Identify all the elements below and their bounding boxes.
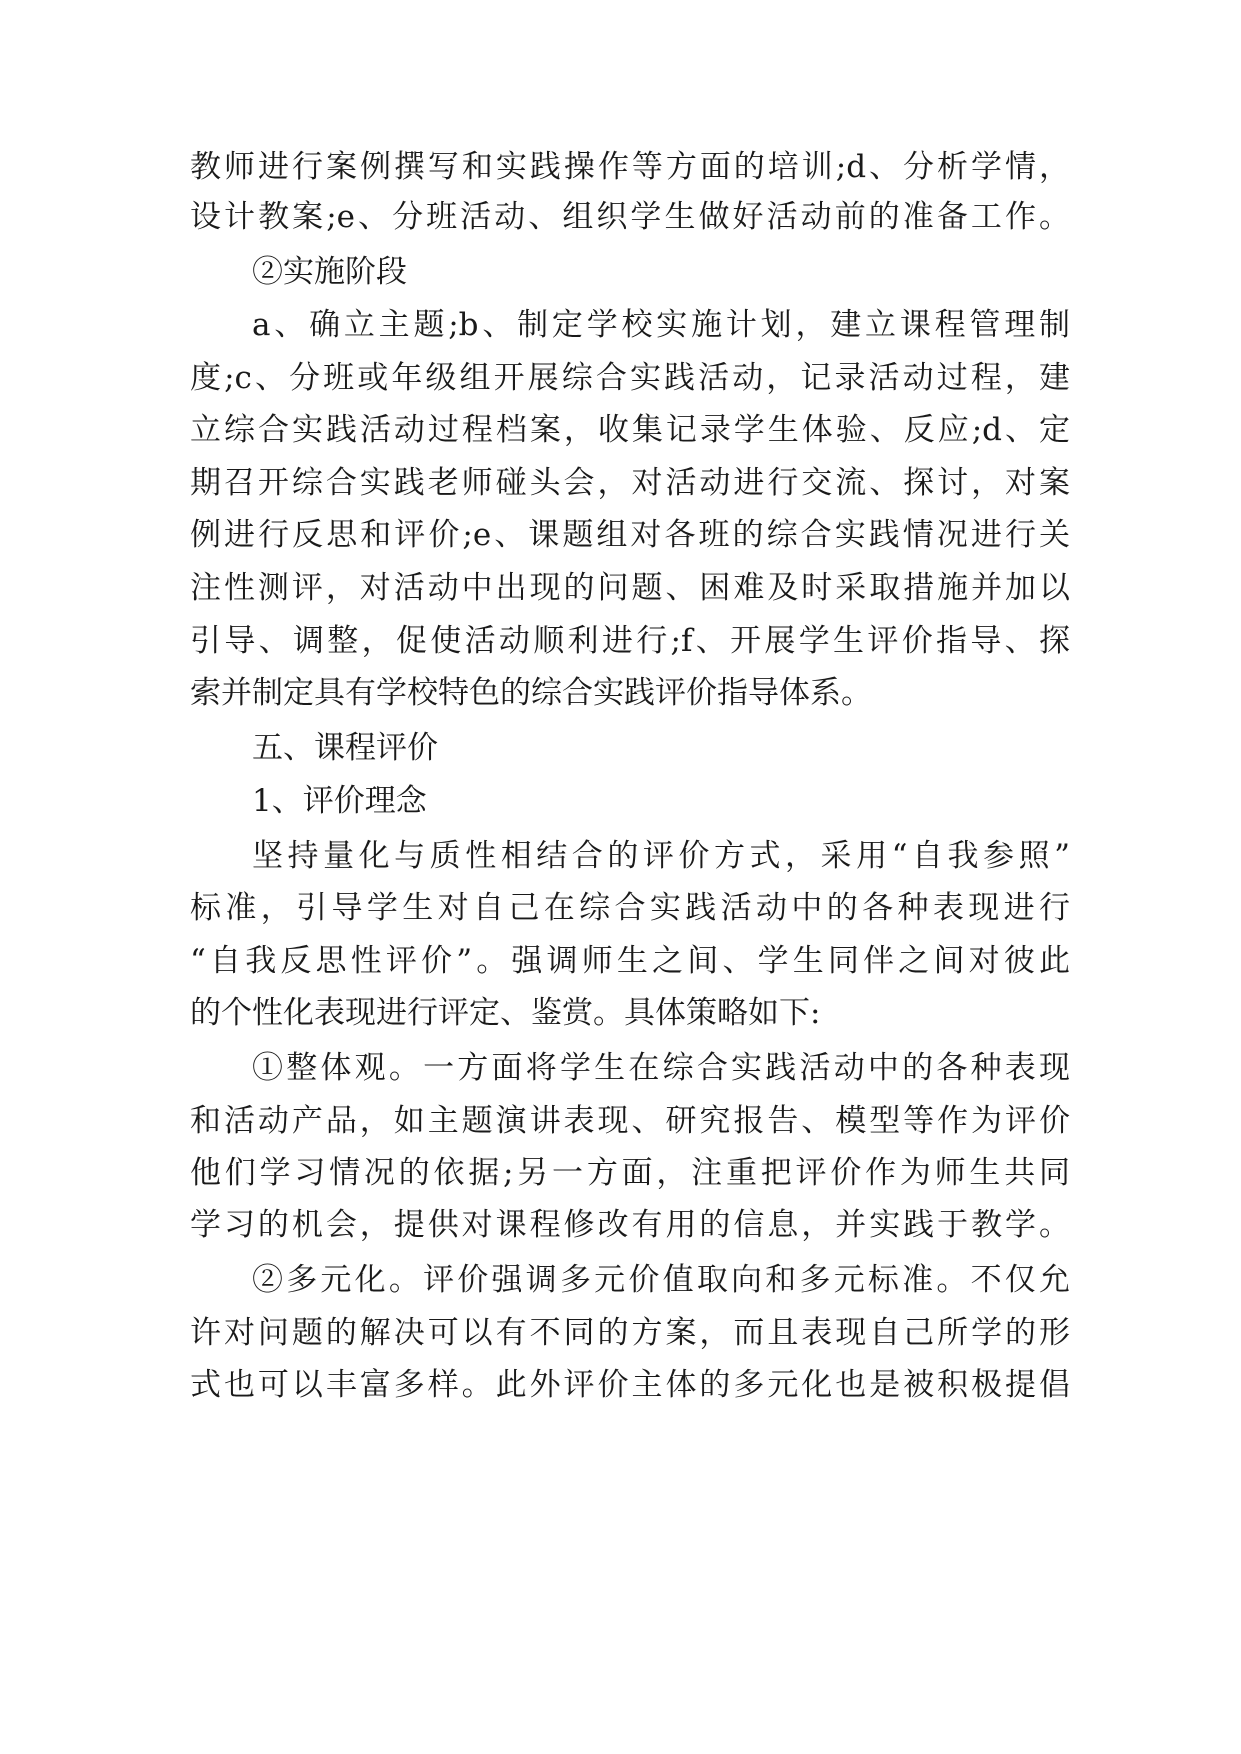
text-line: 期召开综合实践老师碰头会，对活动进行交流、探讨，对案 — [190, 465, 1070, 501]
subsection-heading: 1、评价理念 — [252, 783, 427, 819]
text-line: 标准，引导学生对自己在综合实践活动中的各种表现进行 — [190, 890, 1070, 926]
section-heading: ②实施阶段 — [252, 254, 407, 290]
text-line: 坚持量化与质性相结合的评价方式，采用“自我参照” — [252, 838, 1070, 874]
text-line: 设计教案;e、分班活动、组织学生做好活动前的准备工作。 — [190, 199, 1070, 235]
text-line: 许对问题的解决可以有不同的方案，而且表现自己所学的形 — [190, 1315, 1070, 1351]
text-line: 索并制定具有学校特色的综合实践评价指导体系。 — [190, 675, 872, 711]
text-line: a、确立主题;b、制定学校实施计划，建立课程管理制 — [252, 307, 1070, 343]
text-line: 引导、调整，促使活动顺利进行;f、开展学生评价指导、探 — [190, 623, 1070, 659]
text-line: 教师进行案例撰写和实践操作等方面的培训;d、分析学情， — [190, 149, 1070, 185]
text-line: “自我反思性评价”。强调师生之间、学生同伴之间对彼此 — [190, 943, 1070, 979]
text-line: 立综合实践活动过程档案，收集记录学生体验、反应;d、定 — [190, 412, 1070, 448]
text-line: ②多元化。评价强调多元价值取向和多元标准。不仅允 — [252, 1262, 1070, 1298]
text-line: 度;c、分班或年级组开展综合实践活动，记录活动过程，建 — [190, 360, 1070, 396]
text-line: 式也可以丰富多样。此外评价主体的多元化也是被积极提倡 — [190, 1367, 1070, 1403]
text-line: 学习的机会，提供对课程修改有用的信息，并实践于教学。 — [190, 1207, 1070, 1243]
text-line: 例进行反思和评价;e、课题组对各班的综合实践情况进行关 — [190, 517, 1070, 553]
text-line: 注性测评，对活动中出现的问题、困难及时采取措施并加以 — [190, 570, 1070, 606]
text-line: 的个性化表现进行评定、鉴赏。具体策略如下: — [190, 995, 821, 1031]
text-line: 和活动产品，如主题演讲表现、研究报告、模型等作为评价 — [190, 1103, 1070, 1139]
section-heading: 五、课程评价 — [252, 730, 438, 766]
text-line: 他们学习情况的依据;另一方面，注重把评价作为师生共同 — [190, 1155, 1070, 1191]
text-line: ①整体观。一方面将学生在综合实践活动中的各种表现 — [252, 1050, 1070, 1086]
